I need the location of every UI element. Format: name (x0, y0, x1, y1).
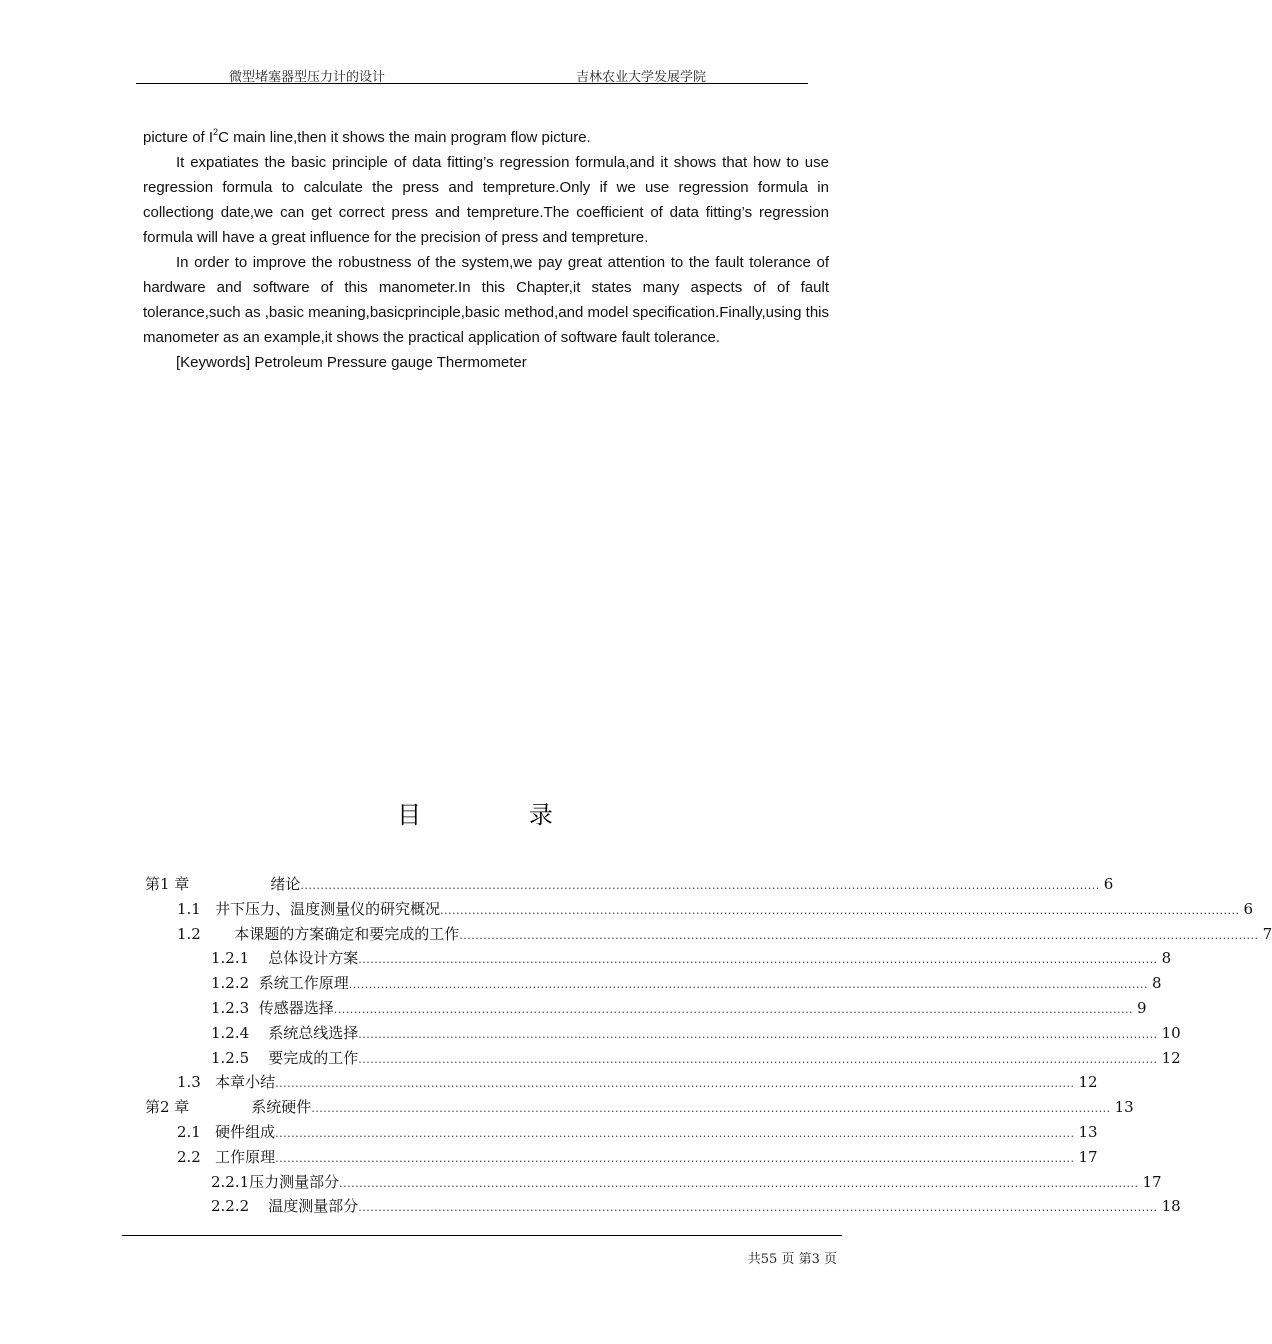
toc-leader-dots: ........................................................................................................................................................................................................ (348, 978, 1149, 992)
toc-entry-page: 13 (1078, 1122, 1098, 1141)
toc-entry-label: 1.2 本课题的方案确定和要完成的工作 (177, 924, 460, 943)
toc-entry[interactable] (145, 1120, 1098, 1145)
toc-entry-page: 8 (1161, 949, 1172, 968)
abstract-p1-text-cont: C main line,then it shows the main program flow picture. (218, 129, 591, 146)
toc-leader-dots: ........................................................................................................................................................................................................ (300, 879, 1100, 892)
toc-entry-page: 6 (1243, 899, 1254, 918)
toc-entry[interactable] (145, 971, 1162, 996)
toc-entry[interactable] (145, 922, 1272, 947)
toc-entry[interactable] (145, 1170, 1162, 1195)
toc-entry-label: 第1 章 绪论 (145, 875, 301, 893)
toc-leader-dots: ........................................................................................................................................................................................................ (311, 1102, 1111, 1116)
table-of-contents (145, 872, 1272, 1219)
toc-title (0, 795, 950, 830)
toc-leader-dots: ........................................................................................................................................................................................................ (440, 903, 1240, 917)
toc-leader-dots: ........................................................................................................................................................................................................ (275, 1151, 1075, 1165)
abstract-paragraph-2: It expatiates the basic principle of data fitting’s regression formula,and it shows that how to use regression formula to calculate the press and tempreture.Only if we use regression formula in collectiong date,we can get correct press and tempreture.The coefficient of data fitting’s regression formula will have a great influence for the precision of press and tempreture. (143, 154, 829, 246)
footer-divider (122, 1235, 842, 1236)
toc-leader-dots: ........................................................................................................................................................................................................ (459, 928, 1259, 942)
toc-entry-label: 1.2.2 系统工作原理 (211, 974, 349, 993)
toc-entry[interactable] (145, 946, 1172, 971)
abstract-text (143, 125, 829, 375)
toc-leader-dots: ........................................................................................................................................................................................................ (358, 1201, 1158, 1215)
toc-entry-page: 9 (1137, 998, 1147, 1017)
abstract-paragraph-1 (143, 125, 829, 150)
toc-leader-dots: ........................................................................................................................................................................................................ (333, 1002, 1134, 1016)
toc-entry-label: 1.2.5 要完成的工作 (211, 1048, 359, 1067)
toc-entry-page: 6 (1103, 875, 1114, 893)
toc-entry-page: 13 (1114, 1098, 1134, 1117)
toc-entry[interactable] (145, 1070, 1098, 1095)
toc-entry-page: 10 (1161, 1023, 1181, 1042)
header-divider (136, 83, 808, 84)
toc-leader-dots: ........................................................................................................................................................................................................ (275, 1126, 1075, 1140)
toc-entry-page: 12 (1161, 1048, 1181, 1067)
toc-entry-label: 2.2.2 温度测量部分 (211, 1197, 359, 1216)
toc-entry[interactable] (145, 897, 1254, 922)
toc-entry-label: 1.3 本章小结 (177, 1073, 276, 1092)
toc-entry-page: 7 (1262, 924, 1272, 943)
abstract-p1-text: picture of I (143, 129, 214, 146)
toc-entry[interactable] (145, 1194, 1181, 1219)
toc-entry-label: 1.2.3 传感器选择 (211, 998, 334, 1017)
toc-leader-dots: ........................................................................................................................................................................................................ (339, 1176, 1139, 1190)
toc-leader-dots: ........................................................................................................................................................................................................ (275, 1077, 1075, 1091)
toc-entry-label: 2.1 硬件组成 (177, 1122, 276, 1141)
toc-entry-label: 1.1 井下压力、温度测量仪的研究概况 (177, 899, 441, 918)
toc-entry-label: 1.2.1 总体设计方案 (211, 949, 359, 968)
toc-entry[interactable] (145, 1046, 1181, 1071)
toc-entry-label: 2.2 工作原理 (177, 1147, 276, 1166)
toc-leader-dots: ........................................................................................................................................................................................................ (358, 1052, 1158, 1066)
toc-entry[interactable] (145, 872, 1114, 897)
toc-entry-page: 17 (1078, 1147, 1098, 1166)
toc-leader-dots: ........................................................................................................................................................................................................ (358, 953, 1158, 967)
toc-entry-page: 8 (1152, 974, 1162, 993)
header-title-right: 吉林农业大学发展学院 (576, 70, 707, 85)
page-number: 共55 页 第3 页 (747, 1252, 837, 1267)
toc-entry[interactable] (145, 1145, 1098, 1170)
toc-entry-label: 1.2.4 系统总线选择 (211, 1023, 359, 1042)
toc-entry[interactable] (145, 1021, 1181, 1046)
toc-leader-dots: ........................................................................................................................................................................................................ (358, 1027, 1158, 1041)
toc-entry-page: 17 (1142, 1172, 1162, 1191)
toc-title-char-2: 录 (528, 801, 553, 829)
header-title-left: 微型堵塞器型压力计的设计 (229, 70, 386, 85)
keywords-line: [Keywords] Petroleum Pressure gauge Thermometer (176, 354, 527, 371)
abstract-paragraph-3: In order to improve the robustness of the system,we pay great attention to the fault tolerance of hardware and software of this manometer.In this Chapter,it states many aspects of of fault tolerance,such as ,basic meaning,basicprinciple,basic method,and model specification.Finally,using this manometer as an example,it shows the practical application of software fault tolerance. (143, 254, 829, 346)
toc-entry-page: 18 (1161, 1197, 1181, 1216)
toc-entry[interactable] (145, 1095, 1134, 1120)
toc-entry-label: 2.2.1压力测量部分 (211, 1172, 340, 1191)
superscript-2: 2 (213, 127, 219, 137)
toc-entry-page: 12 (1078, 1073, 1098, 1092)
toc-title-char-1: 目 (397, 801, 422, 829)
toc-entry[interactable] (145, 996, 1147, 1021)
toc-entry-label: 第2 章 系统硬件 (145, 1098, 312, 1117)
